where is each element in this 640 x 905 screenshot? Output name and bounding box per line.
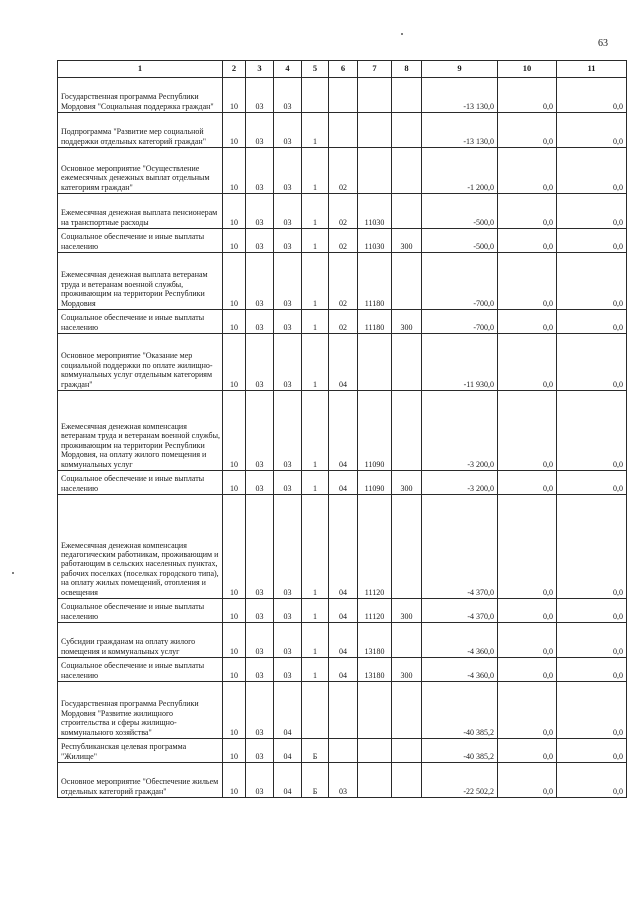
header-cell: 5 <box>302 61 329 78</box>
row-cell-c8 <box>392 113 422 148</box>
row-cell-c11: 0,0 <box>557 310 627 334</box>
row-name-cell: Ежемесячная денежная выплата ветеранам труда и ветеранам военной службы, проживающим на территории Республики Мордовия <box>58 253 223 310</box>
row-cell-c8: 300 <box>392 310 422 334</box>
table-row <box>58 495 627 599</box>
row-cell-c9: -3 200,0 <box>422 471 498 495</box>
row-cell-c5 <box>302 78 329 113</box>
row-cell-c5: 1 <box>302 658 329 682</box>
row-name-cell: Субсидии гражданам на оплату жилого помещения и коммунальных услуг <box>58 623 223 658</box>
row-cell-c2: 10 <box>223 682 246 739</box>
row-cell-c7 <box>358 113 392 148</box>
row-cell-c6: 02 <box>329 194 358 229</box>
row-cell-c10: 0,0 <box>498 229 557 253</box>
row-cell-c8 <box>392 763 422 798</box>
row-cell-c10: 0,0 <box>498 471 557 495</box>
row-cell-c7 <box>358 334 392 391</box>
table-row <box>58 658 627 682</box>
row-name-cell: Социальное обеспечение и иные выплаты населению <box>58 599 223 623</box>
row-cell-c3: 03 <box>246 113 274 148</box>
row-cell-c5: 1 <box>302 229 329 253</box>
row-cell-c6: 02 <box>329 229 358 253</box>
row-cell-c11: 0,0 <box>557 148 627 194</box>
table-row <box>58 682 627 739</box>
row-cell-c3: 03 <box>246 310 274 334</box>
row-cell-c5: 1 <box>302 599 329 623</box>
row-name-cell: Социальное обеспечение и иные выплаты населению <box>58 229 223 253</box>
row-cell-c4: 03 <box>274 334 302 391</box>
row-cell-c4: 03 <box>274 310 302 334</box>
table-row <box>58 471 627 495</box>
row-cell-c3: 03 <box>246 471 274 495</box>
row-cell-c2: 10 <box>223 471 246 495</box>
row-cell-c11: 0,0 <box>557 763 627 798</box>
row-cell-c2: 10 <box>223 78 246 113</box>
row-cell-c5: 1 <box>302 391 329 471</box>
row-cell-c5: 1 <box>302 495 329 599</box>
row-cell-c9: -4 370,0 <box>422 599 498 623</box>
row-cell-c8: 300 <box>392 599 422 623</box>
table-row <box>58 148 627 194</box>
row-cell-c5: 1 <box>302 148 329 194</box>
row-cell-c3: 03 <box>246 599 274 623</box>
row-cell-c2: 10 <box>223 113 246 148</box>
row-cell-c10: 0,0 <box>498 113 557 148</box>
row-cell-c9: -700,0 <box>422 310 498 334</box>
row-cell-c4: 03 <box>274 78 302 113</box>
table-row <box>58 113 627 148</box>
row-cell-c7 <box>358 739 392 763</box>
row-cell-c4: 03 <box>274 623 302 658</box>
row-cell-c10: 0,0 <box>498 495 557 599</box>
row-cell-c2: 10 <box>223 739 246 763</box>
row-cell-c10: 0,0 <box>498 194 557 229</box>
row-cell-c11: 0,0 <box>557 599 627 623</box>
row-cell-c8 <box>392 682 422 739</box>
header-cell: 2 <box>223 61 246 78</box>
row-cell-c4: 04 <box>274 739 302 763</box>
row-cell-c3: 03 <box>246 391 274 471</box>
row-cell-c11: 0,0 <box>557 113 627 148</box>
budget-table <box>57 60 627 798</box>
row-cell-c2: 10 <box>223 253 246 310</box>
row-cell-c4: 03 <box>274 229 302 253</box>
row-cell-c3: 03 <box>246 658 274 682</box>
row-cell-c8 <box>392 253 422 310</box>
row-cell-c7: 11120 <box>358 495 392 599</box>
row-cell-c3: 03 <box>246 334 274 391</box>
row-cell-c8 <box>392 391 422 471</box>
row-cell-c9: -13 130,0 <box>422 78 498 113</box>
row-cell-c9: -13 130,0 <box>422 113 498 148</box>
row-cell-c10: 0,0 <box>498 391 557 471</box>
row-cell-c3: 03 <box>246 739 274 763</box>
row-cell-c10: 0,0 <box>498 78 557 113</box>
row-cell-c9: -4 370,0 <box>422 495 498 599</box>
row-cell-c7: 11120 <box>358 599 392 623</box>
row-cell-c5: 1 <box>302 194 329 229</box>
row-cell-c3: 03 <box>246 763 274 798</box>
row-name-cell: Подпрограмма "Развитие мер социальной поддержки отдельных категорий граждан" <box>58 113 223 148</box>
row-cell-c2: 10 <box>223 310 246 334</box>
row-name-cell: Ежемесячная денежная компенсация ветеранам труда и ветеранам военной службы, проживающим на территории Республики Мордовия, на оплату жилого помещения и коммунальных услуг <box>58 391 223 471</box>
row-cell-c3: 03 <box>246 194 274 229</box>
row-cell-c4: 03 <box>274 471 302 495</box>
row-cell-c6: 02 <box>329 310 358 334</box>
row-cell-c11: 0,0 <box>557 391 627 471</box>
row-cell-c8 <box>392 148 422 194</box>
row-cell-c2: 10 <box>223 334 246 391</box>
row-cell-c8 <box>392 334 422 391</box>
row-cell-c6: 03 <box>329 763 358 798</box>
row-cell-c6 <box>329 682 358 739</box>
row-cell-c6: 04 <box>329 623 358 658</box>
row-cell-c7: 11030 <box>358 229 392 253</box>
row-cell-c7: 11090 <box>358 391 392 471</box>
row-cell-c7: 13180 <box>358 658 392 682</box>
row-cell-c6: 04 <box>329 599 358 623</box>
row-cell-c9: -4 360,0 <box>422 658 498 682</box>
row-cell-c11: 0,0 <box>557 229 627 253</box>
table-row <box>58 78 627 113</box>
row-cell-c2: 10 <box>223 391 246 471</box>
row-cell-c11: 0,0 <box>557 471 627 495</box>
row-cell-c2: 10 <box>223 763 246 798</box>
row-cell-c6 <box>329 78 358 113</box>
row-name-cell: Республиканская целевая программа "Жилище" <box>58 739 223 763</box>
header-cell: 4 <box>274 61 302 78</box>
row-cell-c4: 03 <box>274 113 302 148</box>
row-cell-c7: 11090 <box>358 471 392 495</box>
header-cell: 7 <box>358 61 392 78</box>
row-cell-c6: 02 <box>329 253 358 310</box>
row-cell-c11: 0,0 <box>557 194 627 229</box>
row-cell-c10: 0,0 <box>498 253 557 310</box>
header-cell: 8 <box>392 61 422 78</box>
row-cell-c7: 11180 <box>358 310 392 334</box>
row-cell-c9: -3 200,0 <box>422 391 498 471</box>
row-name-cell: Основное мероприятие "Оказание мер социальной поддержки по оплате жилищно-коммунальных услуг отдельным категориям граждан" <box>58 334 223 391</box>
row-cell-c6: 04 <box>329 658 358 682</box>
row-cell-c3: 03 <box>246 682 274 739</box>
scan-speck <box>12 572 14 574</box>
table-row <box>58 391 627 471</box>
row-cell-c9: -22 502,2 <box>422 763 498 798</box>
table-row <box>58 229 627 253</box>
row-cell-c3: 03 <box>246 495 274 599</box>
row-cell-c11: 0,0 <box>557 334 627 391</box>
row-cell-c3: 03 <box>246 229 274 253</box>
row-cell-c6: 02 <box>329 148 358 194</box>
row-cell-c11: 0,0 <box>557 623 627 658</box>
row-cell-c4: 04 <box>274 763 302 798</box>
row-cell-c8 <box>392 78 422 113</box>
row-cell-c6: 04 <box>329 495 358 599</box>
row-cell-c11: 0,0 <box>557 495 627 599</box>
row-cell-c6 <box>329 739 358 763</box>
row-cell-c3: 03 <box>246 148 274 194</box>
row-cell-c4: 03 <box>274 253 302 310</box>
row-cell-c8 <box>392 623 422 658</box>
row-cell-c9: -700,0 <box>422 253 498 310</box>
row-cell-c5: 1 <box>302 253 329 310</box>
table-row <box>58 739 627 763</box>
row-cell-c2: 10 <box>223 623 246 658</box>
row-cell-c10: 0,0 <box>498 599 557 623</box>
row-cell-c8: 300 <box>392 658 422 682</box>
row-cell-c7: 13180 <box>358 623 392 658</box>
row-name-cell: Социальное обеспечение и иные выплаты населению <box>58 310 223 334</box>
row-cell-c2: 10 <box>223 194 246 229</box>
row-cell-c10: 0,0 <box>498 148 557 194</box>
row-cell-c4: 03 <box>274 658 302 682</box>
row-cell-c10: 0,0 <box>498 763 557 798</box>
row-cell-c6: 04 <box>329 334 358 391</box>
row-name-cell: Государственная программа Республики Мордовия "Социальная поддержка граждан" <box>58 78 223 113</box>
row-cell-c4: 03 <box>274 194 302 229</box>
table-row <box>58 623 627 658</box>
row-cell-c4: 04 <box>274 682 302 739</box>
row-cell-c4: 03 <box>274 599 302 623</box>
row-name-cell: Ежемесячная денежная выплата пенсионерам на транспортные расходы <box>58 194 223 229</box>
row-cell-c2: 10 <box>223 495 246 599</box>
row-cell-c9: -40 385,2 <box>422 739 498 763</box>
table-row <box>58 763 627 798</box>
row-cell-c9: -1 200,0 <box>422 148 498 194</box>
table-body <box>58 78 627 798</box>
header-cell: 6 <box>329 61 358 78</box>
row-cell-c9: -4 360,0 <box>422 623 498 658</box>
row-cell-c2: 10 <box>223 658 246 682</box>
row-cell-c7 <box>358 682 392 739</box>
row-cell-c2: 10 <box>223 599 246 623</box>
row-cell-c8: 300 <box>392 229 422 253</box>
row-cell-c10: 0,0 <box>498 623 557 658</box>
row-cell-c2: 10 <box>223 229 246 253</box>
row-cell-c8 <box>392 194 422 229</box>
row-cell-c10: 0,0 <box>498 682 557 739</box>
row-cell-c11: 0,0 <box>557 682 627 739</box>
row-cell-c10: 0,0 <box>498 658 557 682</box>
row-cell-c5: 1 <box>302 113 329 148</box>
row-cell-c9: -11 930,0 <box>422 334 498 391</box>
table-row <box>58 310 627 334</box>
header-cell: 10 <box>498 61 557 78</box>
scan-speck <box>401 33 403 35</box>
header-cell: 3 <box>246 61 274 78</box>
row-cell-c11: 0,0 <box>557 658 627 682</box>
row-cell-c5: Б <box>302 739 329 763</box>
row-name-cell: Ежемесячная денежная компенсация педагогическим работникам, проживающим и работающим в сельских населенных пунктах, рабочих поселках (поселках городского типа), на оплату жилых помещений, отопления и освещения <box>58 495 223 599</box>
table-row <box>58 194 627 229</box>
row-cell-c11: 0,0 <box>557 739 627 763</box>
row-cell-c4: 03 <box>274 495 302 599</box>
row-cell-c5: 1 <box>302 310 329 334</box>
row-cell-c4: 03 <box>274 391 302 471</box>
header-cell: 1 <box>58 61 223 78</box>
row-cell-c3: 03 <box>246 623 274 658</box>
row-cell-c6: 04 <box>329 471 358 495</box>
header-cell: 11 <box>557 61 627 78</box>
row-cell-c7 <box>358 763 392 798</box>
row-name-cell: Социальное обеспечение и иные выплаты населению <box>58 471 223 495</box>
header-cell: 9 <box>422 61 498 78</box>
row-cell-c7: 11180 <box>358 253 392 310</box>
table-row <box>58 334 627 391</box>
row-cell-c4: 03 <box>274 148 302 194</box>
row-cell-c9: -40 385,2 <box>422 682 498 739</box>
row-cell-c7: 11030 <box>358 194 392 229</box>
table-row <box>58 599 627 623</box>
row-cell-c11: 0,0 <box>557 253 627 310</box>
row-cell-c5: 1 <box>302 623 329 658</box>
row-name-cell: Основное мероприятие "Осуществление ежемесячных денежных выплат отдельным категориям граждан" <box>58 148 223 194</box>
row-cell-c8: 300 <box>392 471 422 495</box>
row-cell-c7 <box>358 78 392 113</box>
row-cell-c3: 03 <box>246 253 274 310</box>
row-name-cell: Основное мероприятие "Обеспечение жильем отдельных категорий граждан" <box>58 763 223 798</box>
row-cell-c2: 10 <box>223 148 246 194</box>
page-number: 63 <box>598 38 608 49</box>
row-cell-c6 <box>329 113 358 148</box>
table-row <box>58 253 627 310</box>
row-cell-c5: 1 <box>302 471 329 495</box>
row-cell-c10: 0,0 <box>498 334 557 391</box>
row-cell-c8 <box>392 495 422 599</box>
row-cell-c10: 0,0 <box>498 739 557 763</box>
row-name-cell: Государственная программа Республики Мордовия "Развитие жилищного строительства и сферы жилищно-коммунального хозяйства" <box>58 682 223 739</box>
row-cell-c5: 1 <box>302 334 329 391</box>
row-name-cell: Социальное обеспечение и иные выплаты населению <box>58 658 223 682</box>
row-cell-c9: -500,0 <box>422 194 498 229</box>
row-cell-c6: 04 <box>329 391 358 471</box>
row-cell-c5 <box>302 682 329 739</box>
row-cell-c5: Б <box>302 763 329 798</box>
header-row <box>58 61 627 78</box>
row-cell-c7 <box>358 148 392 194</box>
row-cell-c10: 0,0 <box>498 310 557 334</box>
row-cell-c9: -500,0 <box>422 229 498 253</box>
row-cell-c11: 0,0 <box>557 78 627 113</box>
row-cell-c3: 03 <box>246 78 274 113</box>
row-cell-c8 <box>392 739 422 763</box>
